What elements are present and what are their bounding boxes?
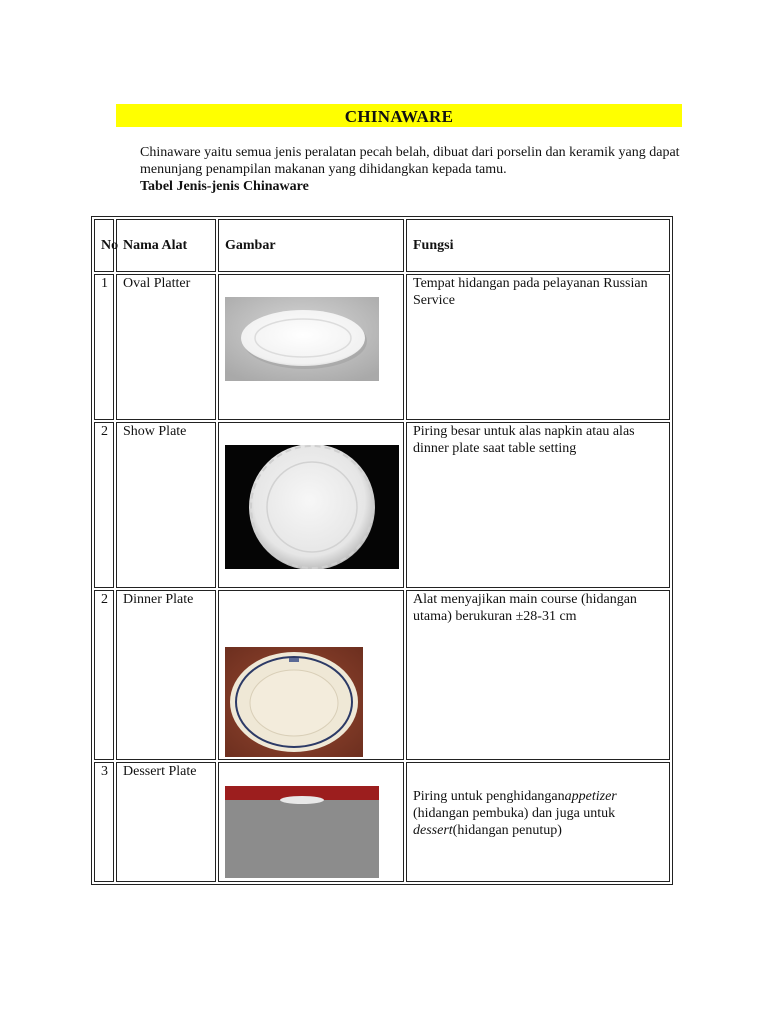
dessert-plate-image <box>225 786 379 878</box>
dinner-plate-image <box>225 647 363 757</box>
table-row <box>94 274 670 420</box>
function-text: Piring untuk penghidangan <box>413 789 565 804</box>
item-name: Show Plate <box>116 422 216 588</box>
row-number: 1 <box>94 274 114 420</box>
item-image-cell <box>218 274 404 420</box>
item-function <box>406 762 670 882</box>
table-row <box>94 762 670 882</box>
function-text: (hidangan penutup) <box>452 823 562 838</box>
header-no: No <box>94 219 114 272</box>
header-gambar: Gambar <box>218 219 404 272</box>
function-term-dessert: dessert <box>413 823 453 838</box>
item-image-cell <box>218 762 404 882</box>
header-fungsi: Fungsi <box>406 219 670 272</box>
show-plate-image <box>225 445 399 569</box>
intro-paragraph: Chinaware yaitu semua jenis peralatan pecah belah, dibuat dari porselin dan keramik yang dapat menunjang penampilan makanan yang dihidangkan kepada tamu. <box>140 145 680 177</box>
page-title: CHINAWARE <box>116 104 682 127</box>
item-function: Piring besar untuk alas napkin atau alas dinner plate saat table setting <box>406 422 670 588</box>
row-number: 3 <box>94 762 114 882</box>
item-name: Dessert Plate <box>116 762 216 882</box>
item-function: Tempat hidangan pada pelayanan Russian Service <box>406 274 670 420</box>
table-row <box>94 422 670 588</box>
item-function: Alat menyajikan main course (hidangan utama) berukuran ±28-31 cm <box>406 590 670 760</box>
chinaware-table <box>91 216 673 885</box>
oval-platter-image <box>225 297 379 381</box>
table-header-row <box>94 219 670 272</box>
item-name: Oval Platter <box>116 274 216 420</box>
item-image-cell <box>218 422 404 588</box>
header-nama-alat: Nama Alat <box>116 219 216 272</box>
table-caption: Tabel Jenis-jenis Chinaware <box>140 179 309 194</box>
row-number: 2 <box>94 590 114 760</box>
item-image-cell <box>218 590 404 760</box>
row-number: 2 <box>94 422 114 588</box>
item-name: Dinner Plate <box>116 590 216 760</box>
table-row <box>94 590 670 760</box>
function-term-appetizer: appetizer <box>564 789 617 804</box>
function-text: (hidangan pembuka) dan juga untuk <box>413 806 616 821</box>
